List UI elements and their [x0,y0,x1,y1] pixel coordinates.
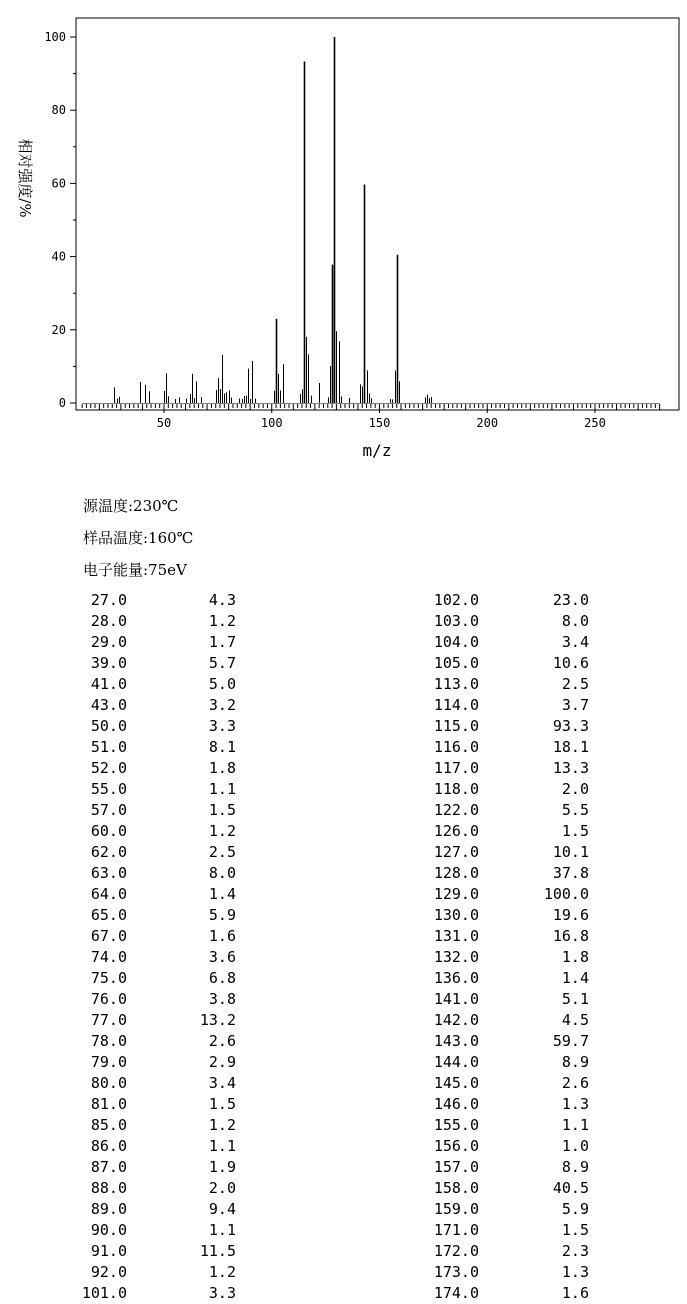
peak-row [0,842,687,863]
peak-row [0,632,687,653]
peak-mz: 118.0 [433,780,479,798]
peak-row [0,1241,687,1262]
peak-intensity: 1.1 [208,1137,236,1155]
peak-intensity: 18.1 [552,738,589,756]
peak-mz: 43.0 [90,696,127,714]
peak-row [0,590,687,611]
x-tick-label: 200 [476,416,499,430]
peak-row [0,1220,687,1241]
peak-mz: 91.0 [90,1242,127,1260]
peak-intensity: 1.5 [561,822,589,840]
peak-intensity: 3.6 [208,948,236,966]
peak-intensity: 8.9 [561,1053,589,1071]
peak-intensity: 1.1 [208,1221,236,1239]
y-tick-label: 40 [51,249,66,264]
x-tick-label: 250 [584,416,606,430]
peak-row [0,968,687,989]
peak-intensity: 1.5 [561,1221,589,1239]
peak-mz: 80.0 [90,1074,127,1092]
peak-intensity: 8.9 [561,1158,589,1176]
sample-temperature: 样品温度:160℃ [83,529,194,547]
peak-intensity: 2.5 [208,843,236,861]
peak-mz: 78.0 [90,1032,127,1050]
peak-mz: 174.0 [433,1284,479,1302]
peak-row [0,758,687,779]
peak-mz: 39.0 [90,654,127,672]
y-tick-label: 20 [51,322,66,337]
peak-intensity: 13.2 [199,1011,236,1029]
peak-mz: 64.0 [90,885,127,903]
peak-intensity: 3.3 [208,1284,236,1302]
x-tick-label: 150 [368,416,391,430]
peak-intensity: 1.2 [208,612,236,630]
peak-row [0,674,687,695]
peak-mz: 51.0 [90,738,127,756]
peak-mz: 92.0 [90,1263,127,1281]
y-axis-ticks [44,30,76,410]
peak-intensity: 4.5 [561,1011,589,1029]
peak-intensity: 1.9 [208,1158,236,1176]
peak-intensity: 11.5 [199,1242,236,1260]
peak-intensity: 2.6 [208,1032,236,1050]
peak-intensity: 1.0 [561,1137,589,1155]
peak-mz: 27.0 [90,591,127,609]
peak-mz: 171.0 [433,1221,479,1239]
peak-mz: 113.0 [433,675,479,693]
y-tick-label: 100 [44,30,66,44]
peak-intensity: 1.2 [208,822,236,840]
peak-mz: 76.0 [90,990,127,1008]
peak-mz: 65.0 [90,906,127,924]
peak-mz: 89.0 [90,1200,127,1218]
electron-energy: 电子能量:75eV [83,561,187,579]
peak-mz: 67.0 [90,927,127,945]
peak-row [0,1073,687,1094]
peak-row [0,611,687,632]
peak-mz: 158.0 [433,1179,479,1197]
peak-mz: 143.0 [433,1032,479,1050]
peak-mz: 173.0 [433,1263,479,1281]
peak-intensity: 1.5 [208,801,236,819]
x-axis-ticks [157,416,606,430]
x-tick-label: 100 [260,416,283,430]
peak-row [0,884,687,905]
peak-mz: 102.0 [433,591,479,609]
peak-mz: 88.0 [90,1179,127,1197]
peak-intensity: 23.0 [552,591,589,609]
peak-row [0,800,687,821]
peak-intensity: 2.3 [561,1242,589,1260]
peak-intensity: 100.0 [543,885,589,903]
peak-mz: 130.0 [433,906,479,924]
peak-mz: 52.0 [90,759,127,777]
peak-intensity: 19.6 [552,906,589,924]
peak-row [0,1178,687,1199]
peak-row [0,1283,687,1304]
peak-mz: 172.0 [433,1242,479,1260]
peak-intensity: 2.6 [561,1074,589,1092]
peak-mz: 55.0 [90,780,127,798]
peak-mz: 145.0 [433,1074,479,1092]
peak-intensity: 10.6 [552,654,589,672]
peak-mz: 157.0 [433,1158,479,1176]
peak-intensity: 1.2 [208,1116,236,1134]
peak-row [0,989,687,1010]
peak-bars [115,37,432,403]
peak-mz: 116.0 [433,738,479,756]
peak-mz: 90.0 [90,1221,127,1239]
y-tick-label: 0 [58,396,66,410]
peak-intensity: 3.4 [561,633,589,651]
peak-intensity: 5.9 [208,906,236,924]
peak-intensity: 4.3 [208,591,236,609]
peak-mz: 122.0 [433,801,479,819]
peak-row [0,947,687,968]
peak-mz: 132.0 [433,948,479,966]
peak-row [0,821,687,842]
peak-intensity: 1.8 [561,948,589,966]
peak-mz: 85.0 [90,1116,127,1134]
peak-mz: 63.0 [90,864,127,882]
peak-mz: 60.0 [90,822,127,840]
peak-mz: 117.0 [433,759,479,777]
peak-intensity: 3.8 [208,990,236,1008]
peak-row [0,863,687,884]
peak-mz: 50.0 [90,717,127,735]
peak-intensity: 3.3 [208,717,236,735]
x-tick-label: 50 [156,416,172,430]
peak-row [0,1199,687,1220]
peak-intensity: 1.3 [561,1095,589,1113]
peak-intensity: 3.7 [561,696,589,714]
peak-intensity: 1.4 [208,885,236,903]
peak-mz: 28.0 [90,612,127,630]
peak-mz: 115.0 [433,717,479,735]
peak-intensity: 2.0 [561,780,589,798]
peak-mz: 75.0 [90,969,127,987]
peak-intensity: 3.2 [208,696,236,714]
peak-row [0,905,687,926]
peak-intensity: 1.3 [561,1263,589,1281]
peak-mz: 41.0 [90,675,127,693]
peak-intensity: 5.7 [208,654,236,672]
peak-mz: 156.0 [433,1137,479,1155]
peak-intensity: 1.4 [561,969,589,987]
peak-row [0,1136,687,1157]
peak-intensity: 3.4 [208,1074,236,1092]
peak-mz: 81.0 [90,1095,127,1113]
peak-row [0,695,687,716]
peak-row [0,737,687,758]
peak-mz: 128.0 [433,864,479,882]
peak-mz: 29.0 [90,633,127,651]
peak-row [0,1115,687,1136]
peak-mz: 104.0 [433,633,479,651]
peak-row [0,1094,687,1115]
peak-mz: 127.0 [433,843,479,861]
peak-mz: 79.0 [90,1053,127,1071]
peak-intensity: 93.3 [552,717,589,735]
peak-intensity: 2.9 [208,1053,236,1071]
peak-intensity: 1.7 [208,633,236,651]
peak-mz: 77.0 [90,1011,127,1029]
peak-intensity: 2.5 [561,675,589,693]
peak-intensity: 2.0 [208,1179,236,1197]
y-tick-label: 80 [51,103,66,118]
peak-intensity: 1.5 [208,1095,236,1113]
peak-intensity: 9.4 [208,1200,236,1218]
peak-mz: 114.0 [433,696,479,714]
mass-spectrum-chart [0,0,687,470]
peak-intensity: 5.0 [208,675,236,693]
peak-row [0,1052,687,1073]
peak-intensity: 1.6 [561,1284,589,1302]
peak-intensity: 1.2 [208,1263,236,1281]
peak-mz: 62.0 [90,843,127,861]
peak-intensity: 10.1 [552,843,589,861]
peak-intensity: 13.3 [552,759,589,777]
peak-row [0,1157,687,1178]
x-axis-label: m/z [362,441,392,460]
peak-mz: 126.0 [433,822,479,840]
peak-mz: 57.0 [90,801,127,819]
peak-intensity: 5.9 [561,1200,589,1218]
peak-intensity: 6.8 [208,969,236,987]
peak-row [0,716,687,737]
peak-mz: 141.0 [433,990,479,1008]
peak-mz: 159.0 [433,1200,479,1218]
peak-row [0,779,687,800]
peak-row [0,926,687,947]
peak-intensity: 5.1 [561,990,589,1008]
peak-intensity: 5.5 [561,801,589,819]
peak-mz: 142.0 [433,1011,479,1029]
peak-mz: 86.0 [90,1137,127,1155]
peak-mz: 103.0 [433,612,479,630]
peak-intensity: 1.6 [208,927,236,945]
peak-intensity: 59.7 [552,1032,589,1050]
peak-row [0,1031,687,1052]
y-axis-label: 相对强度/% [16,138,34,218]
x-minor-ticks [82,404,660,414]
peak-mz: 105.0 [433,654,479,672]
peak-row [0,653,687,674]
peak-intensity: 1.1 [208,780,236,798]
peak-intensity: 8.0 [208,864,236,882]
peak-row [0,1010,687,1031]
peak-intensity: 40.5 [552,1179,589,1197]
source-temperature: 源温度:230℃ [83,497,179,515]
peak-row [0,1262,687,1283]
peak-intensity: 37.8 [552,864,589,882]
peak-mz: 155.0 [433,1116,479,1134]
peak-mz: 74.0 [90,948,127,966]
y-tick-label: 60 [51,176,66,191]
peak-mz: 136.0 [433,969,479,987]
peak-mz: 87.0 [90,1158,127,1176]
plot-frame [76,18,679,410]
peak-intensity: 8.0 [561,612,589,630]
peak-mz: 146.0 [433,1095,479,1113]
peak-intensity: 1.1 [561,1116,589,1134]
peak-mz: 129.0 [433,885,479,903]
peak-mz: 131.0 [433,927,479,945]
peak-mz: 144.0 [433,1053,479,1071]
peak-intensity: 1.8 [208,759,236,777]
peak-intensity: 8.1 [208,738,236,756]
peak-mz: 101.0 [81,1284,127,1302]
peak-intensity: 16.8 [552,927,589,945]
